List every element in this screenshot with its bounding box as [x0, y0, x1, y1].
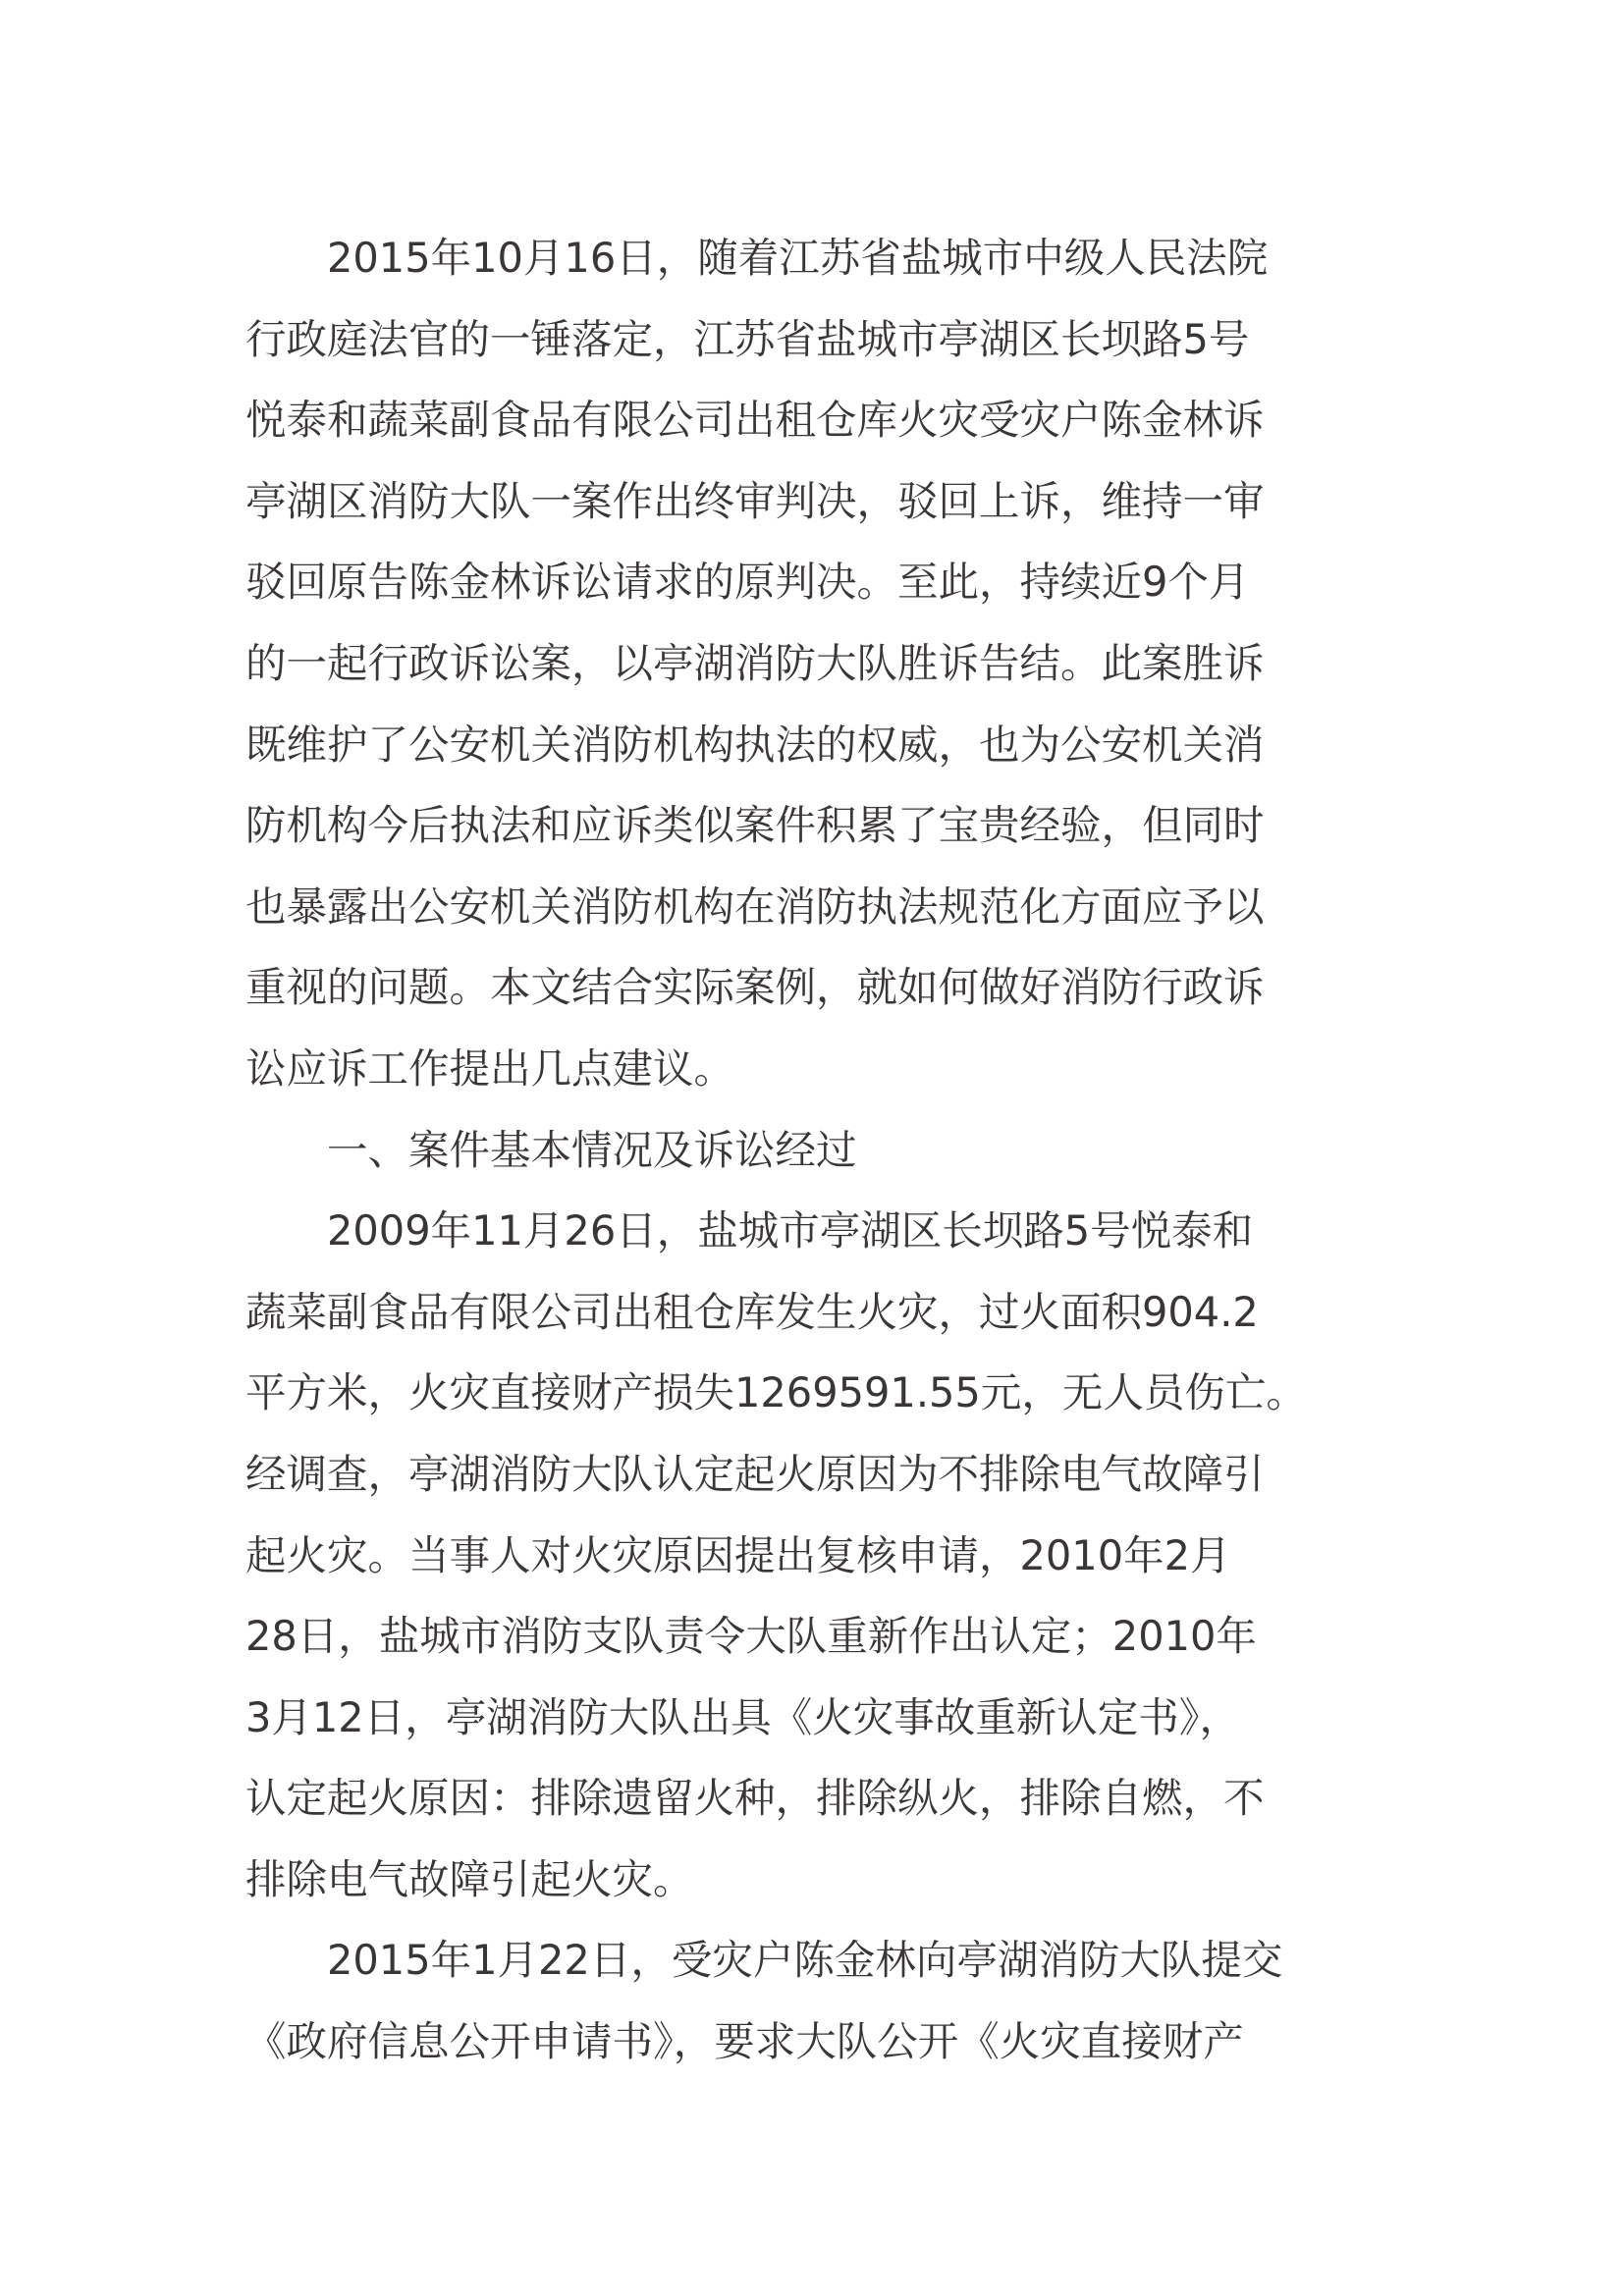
text-line: 2015年1月22日，受灾户陈金林向亭湖消防大队提交 — [327, 1936, 1283, 1985]
text-line: 《政府信息公开申请书》，要求大队公开《火灾直接财产 — [245, 2017, 1244, 2066]
text-line: 平方米，火灾直接财产损失1269591.55元，无人员伤亡。 — [245, 1368, 1307, 1417]
text-line: 3月12日，亭湖消防大队出具《火灾事故重新认定书》， — [245, 1692, 1240, 1741]
text-line: 经调查，亭湖消防大队认定起火原因为不排除电气故障引 — [245, 1449, 1265, 1498]
text-line: 28日，盐城市消防支队责令大队重新作出认定；2010年 — [245, 1612, 1257, 1661]
text-line: 也暴露出公安机关消防机构在消防执法规范化方面应予以 — [245, 881, 1265, 931]
text-line: 防机构今后执法和应诉类似案件积累了宝贵经验，但同时 — [245, 801, 1265, 850]
text-line: 蔬菜副食品有限公司出租仓库发生火灾，过火面积904.2 — [245, 1287, 1259, 1336]
text-line: 认定起火原因：排除遗留火种，排除纵火，排除自燃，不 — [245, 1774, 1265, 1823]
heading-text: 一、案件基本情况及诉讼经过 — [327, 1125, 857, 1174]
text-line: 的一起行政诉讼案，以亭湖消防大队胜诉告结。此案胜诉 — [245, 638, 1265, 687]
text-line: 2009年11月26日，盐城市亭湖区长坝路5号悦泰和 — [327, 1206, 1254, 1255]
text-line: 悦泰和蔬菜副食品有限公司出租仓库火灾受灾户陈金林诉 — [245, 396, 1265, 445]
text-line: 行政庭法官的一锤落定，江苏省盐城市亭湖区长坝路5号 — [245, 314, 1250, 363]
text-line: 排除电气故障引起火灾。 — [245, 1854, 694, 1903]
paragraph-case-background — [245, 1191, 1390, 1920]
text-line: 重视的问题。本文结合实际案例，就如何做好消防行政诉 — [245, 963, 1265, 1012]
text-line: 亭湖区消防大队一案作出终审判决，驳回上诉，维持一审 — [245, 476, 1265, 525]
text-line: 驳回原告陈金林诉讼请求的原判决。至此，持续近9个月 — [245, 558, 1250, 607]
section-heading — [245, 1110, 1390, 1192]
text-line: 讼应诉工作提出几点建议。 — [245, 1043, 735, 1093]
text-line: 2015年10月16日，随着江苏省盐城市中级人民法院 — [327, 234, 1269, 282]
text-line: 起火灾。当事人对火灾原因提出复核申请，2010年2月 — [245, 1530, 1231, 1579]
paragraph-intro — [245, 218, 1390, 1110]
paragraph-info-request — [245, 1920, 1390, 2082]
text-line: 既维护了公安机关消防机构执法的权威，也为公安机关消 — [245, 720, 1265, 769]
document-page — [245, 218, 1390, 2083]
